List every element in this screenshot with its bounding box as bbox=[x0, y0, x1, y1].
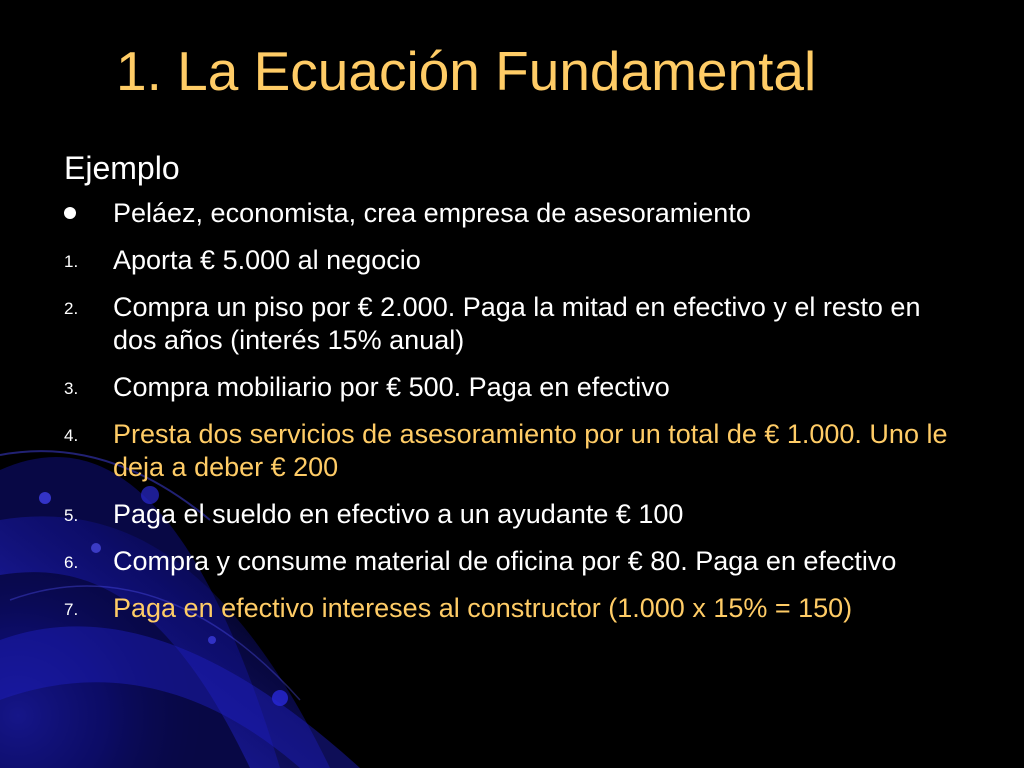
numbered-item-4 bbox=[64, 418, 958, 484]
item-text: Compra mobiliario por € 500. Paga en efectivo bbox=[113, 372, 670, 402]
item-text: Compra y consume material de oficina por € 80. Paga en efectivo bbox=[113, 546, 897, 576]
section-heading: Ejemplo bbox=[64, 150, 180, 186]
numbered-item-1 bbox=[64, 244, 958, 277]
item-number: 1. bbox=[64, 252, 79, 271]
slide-content bbox=[64, 149, 964, 639]
item-number: 3. bbox=[64, 379, 79, 398]
numbered-item-6 bbox=[64, 545, 958, 578]
bullet-item bbox=[64, 197, 958, 230]
bullet-circle-icon bbox=[64, 207, 76, 219]
item-number: 7. bbox=[64, 600, 79, 619]
bullet-item-text: Peláez, economista, crea empresa de asesoramiento bbox=[113, 198, 751, 228]
item-text: Compra un piso por € 2.000. Paga la mitad en efectivo y el resto en dos años (interés 15% anual) bbox=[113, 292, 921, 355]
numbered-item-2 bbox=[64, 291, 958, 357]
item-number: 6. bbox=[64, 553, 79, 572]
item-number: 4. bbox=[64, 426, 79, 445]
numbered-item-7 bbox=[64, 592, 958, 625]
item-text-highlighted: Presta dos servicios de asesoramiento por un total de € 1.000. Uno le deja a deber € 200 bbox=[113, 419, 948, 482]
numbered-item-5 bbox=[64, 498, 958, 531]
numbered-item-3 bbox=[64, 371, 958, 404]
item-text: Paga el sueldo en efectivo a un ayudante € 100 bbox=[113, 499, 684, 529]
item-text-highlighted: Paga en efectivo intereses al constructor (1.000 x 15% = 150) bbox=[113, 593, 853, 623]
item-number: 5. bbox=[64, 506, 79, 525]
slide-title: 1. La Ecuación Fundamental bbox=[116, 40, 817, 102]
item-text: Aporta € 5.000 al negocio bbox=[113, 245, 421, 275]
item-number: 2. bbox=[64, 299, 79, 318]
